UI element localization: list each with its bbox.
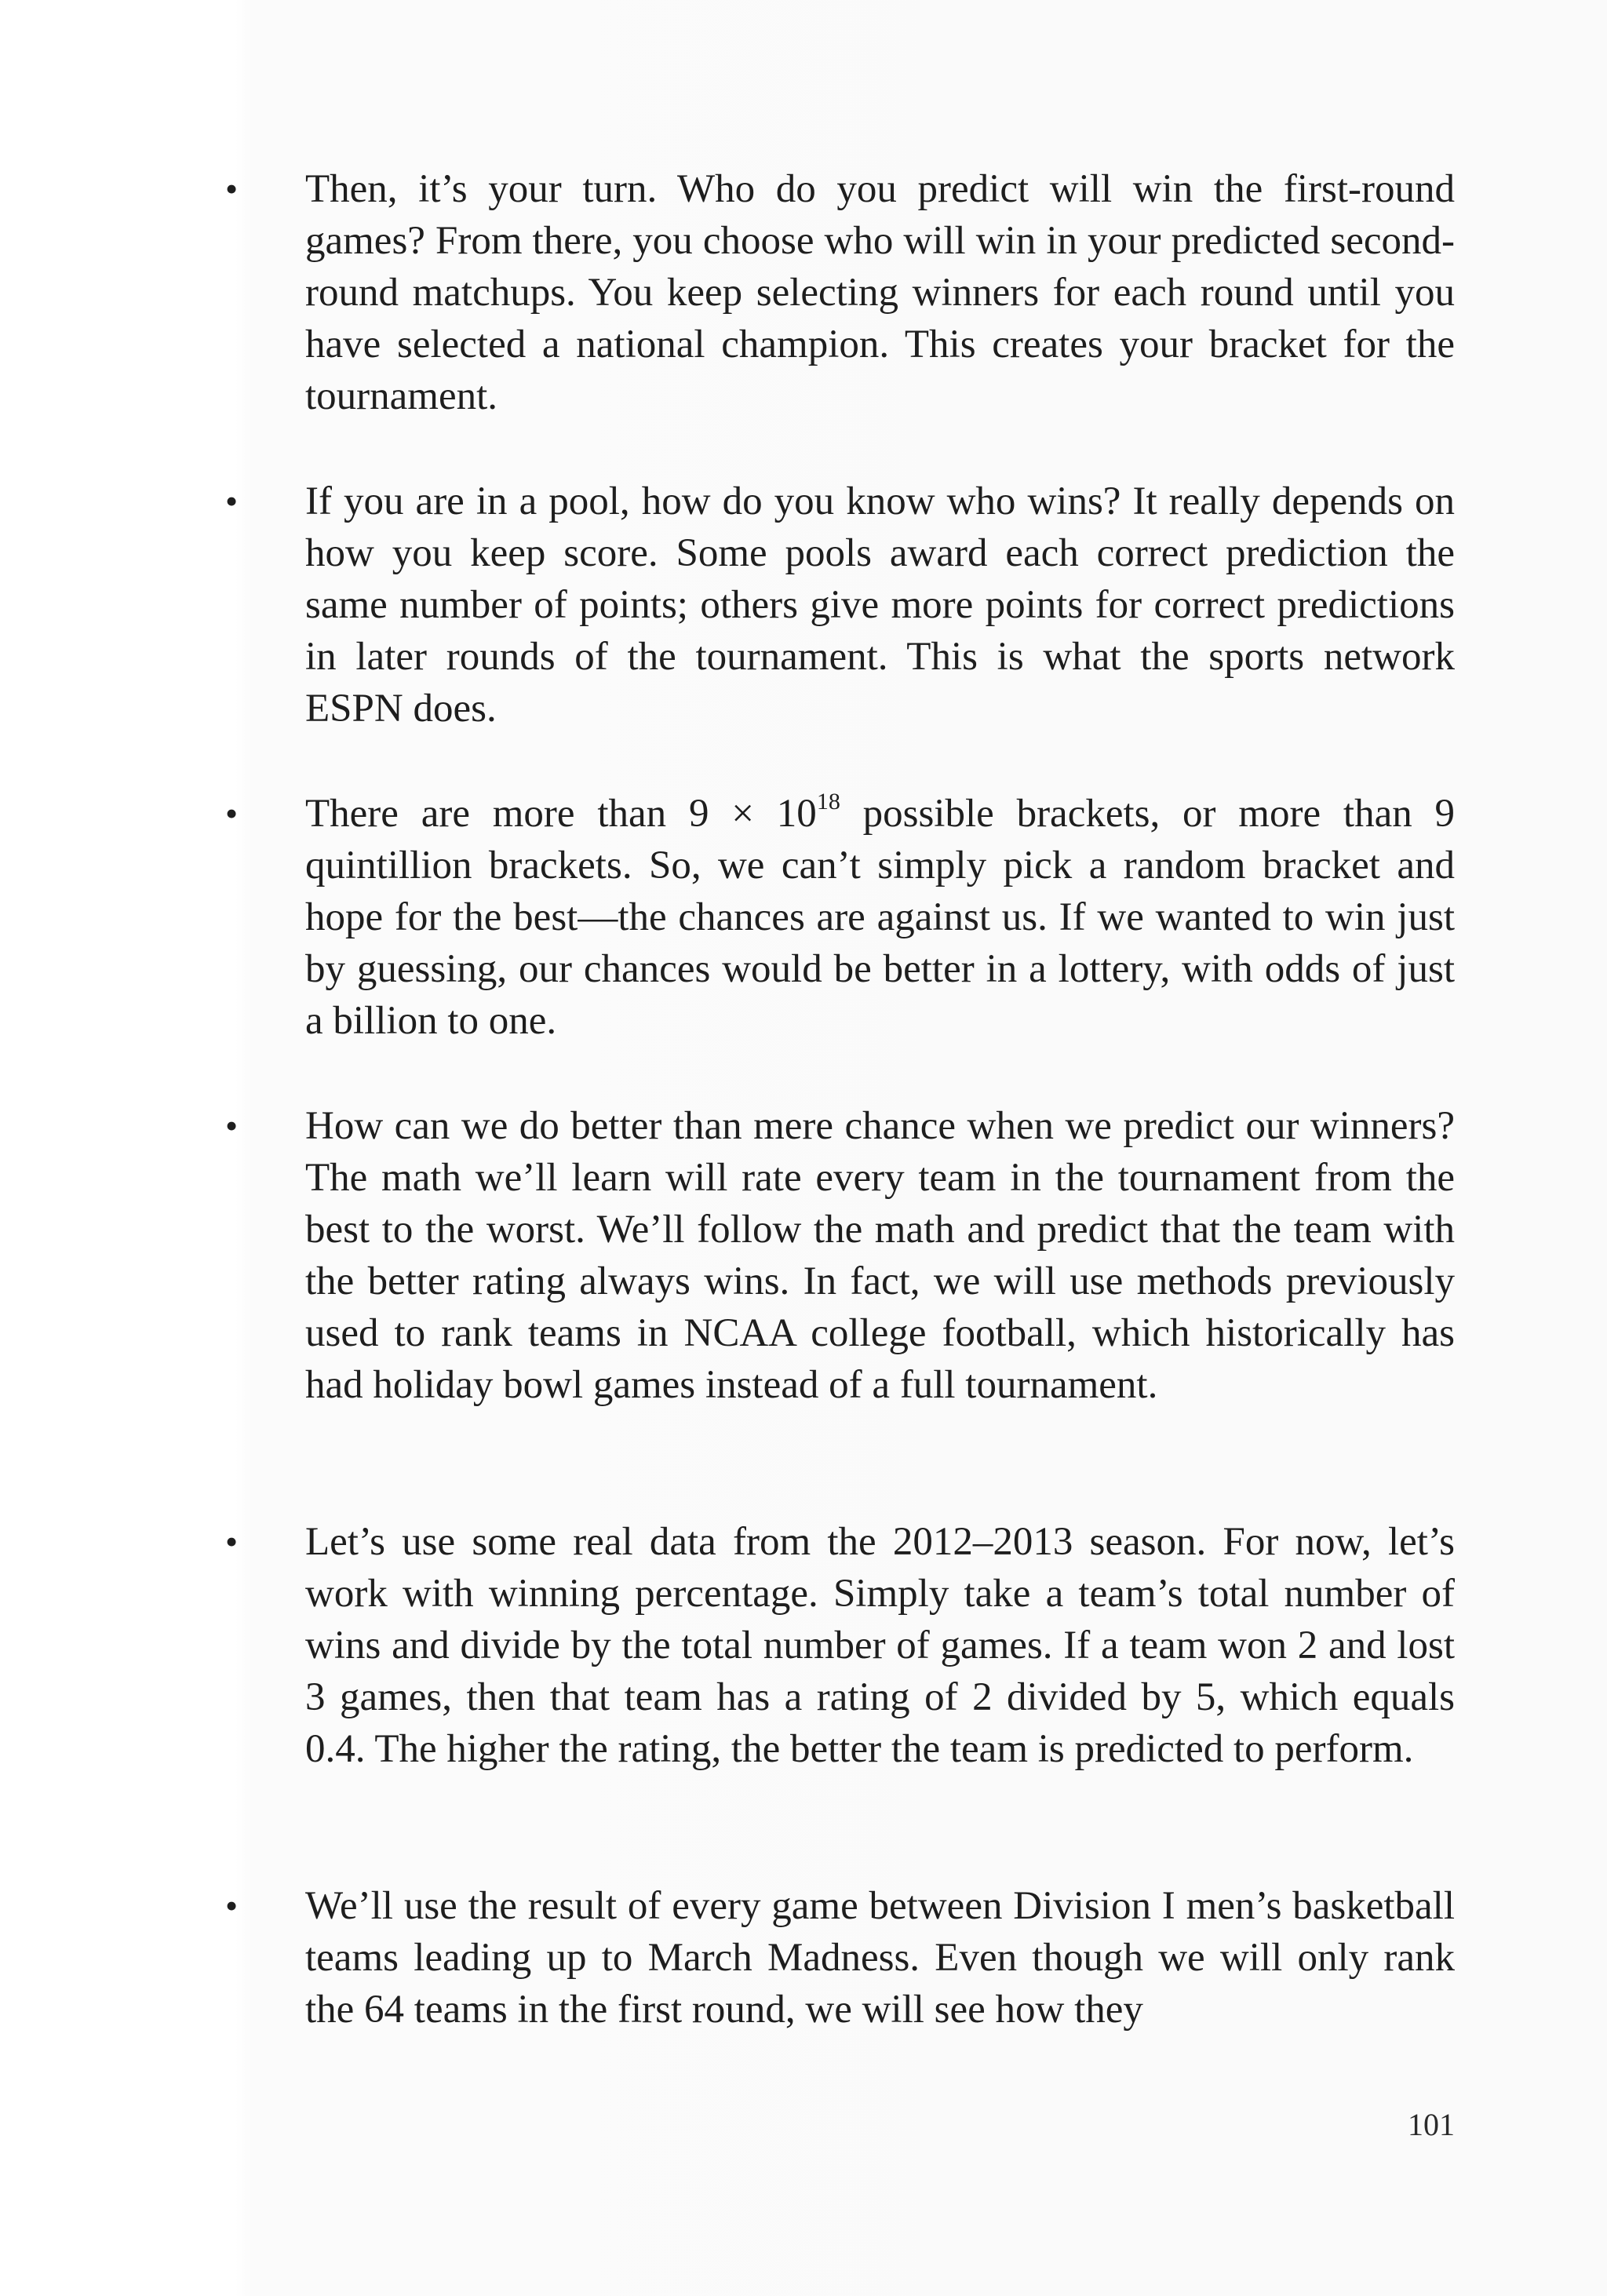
bullet-text-before: There are more than 9 × 10 [305, 792, 817, 836]
bullet-paragraph: If you are in a pool, how do you know who wins? It really depends on how you keep score. Some pools award each correct prediction the same number of points; others give more points for correct predictions in later rounds of the tournament. This is what the sports network ESPN does. [305, 479, 1455, 731]
bullet-point-icon: • [225, 1522, 239, 1562]
page-number: 101 [1408, 2107, 1455, 2142]
bullet-paragraph: Let’s use some real data from the 2012–2013 season. For now, let’s work with winning percentage. Simply take a team’s total number of wins and divide by the total number of games. If a team won 2 and lost 3 games, then that team has a rating of 2 divided by 5, which equals 0.4. The higher the rating, the better the team is predicted to perform. [305, 1520, 1455, 1771]
bullet-paragraph [305, 788, 1455, 1047]
bullet-paragraph: We’ll use the result of every game between Division I men’s basketball teams leading up to March Madness. Even though we will only rank the 64 teams in the first round, we will see how they [305, 1884, 1455, 2032]
bullet-point-icon: • [225, 793, 239, 833]
bullet-text-after: possible brackets, or more than 9 quintillion brackets. So, we can’t simply pick a random bracket and hope for the best—the chances are against us. If we wanted to win just by guessing, our chances would be better in a lottery, with odds of just a billion to one. [305, 792, 1455, 1043]
bullet-point-icon: • [225, 1886, 239, 1926]
exponent: 18 [816, 789, 840, 815]
bullet-paragraph: Then, it’s your turn. Who do you predict will win the first-round games? From there, you choose who will win in your predicted second-round matchups. You keep selecting winners for each round until you have selected a national champion. This creates your bracket for the tournament. [305, 167, 1455, 418]
bullet-point-icon: • [225, 1106, 239, 1146]
bullet-point-icon: • [225, 481, 239, 521]
bullet-paragraph: How can we do better than mere chance when we predict our winners? The math we’ll learn will rate every team in the tournament from the best to the worst. We’ll follow the math and predict that the team with the better rating always wins. In fact, we will use methods previously used to rank teams in NCAA college football, which historically has had holiday bowl games instead of a full tournament. [305, 1104, 1455, 1407]
bullet-point-icon: • [225, 169, 239, 209]
